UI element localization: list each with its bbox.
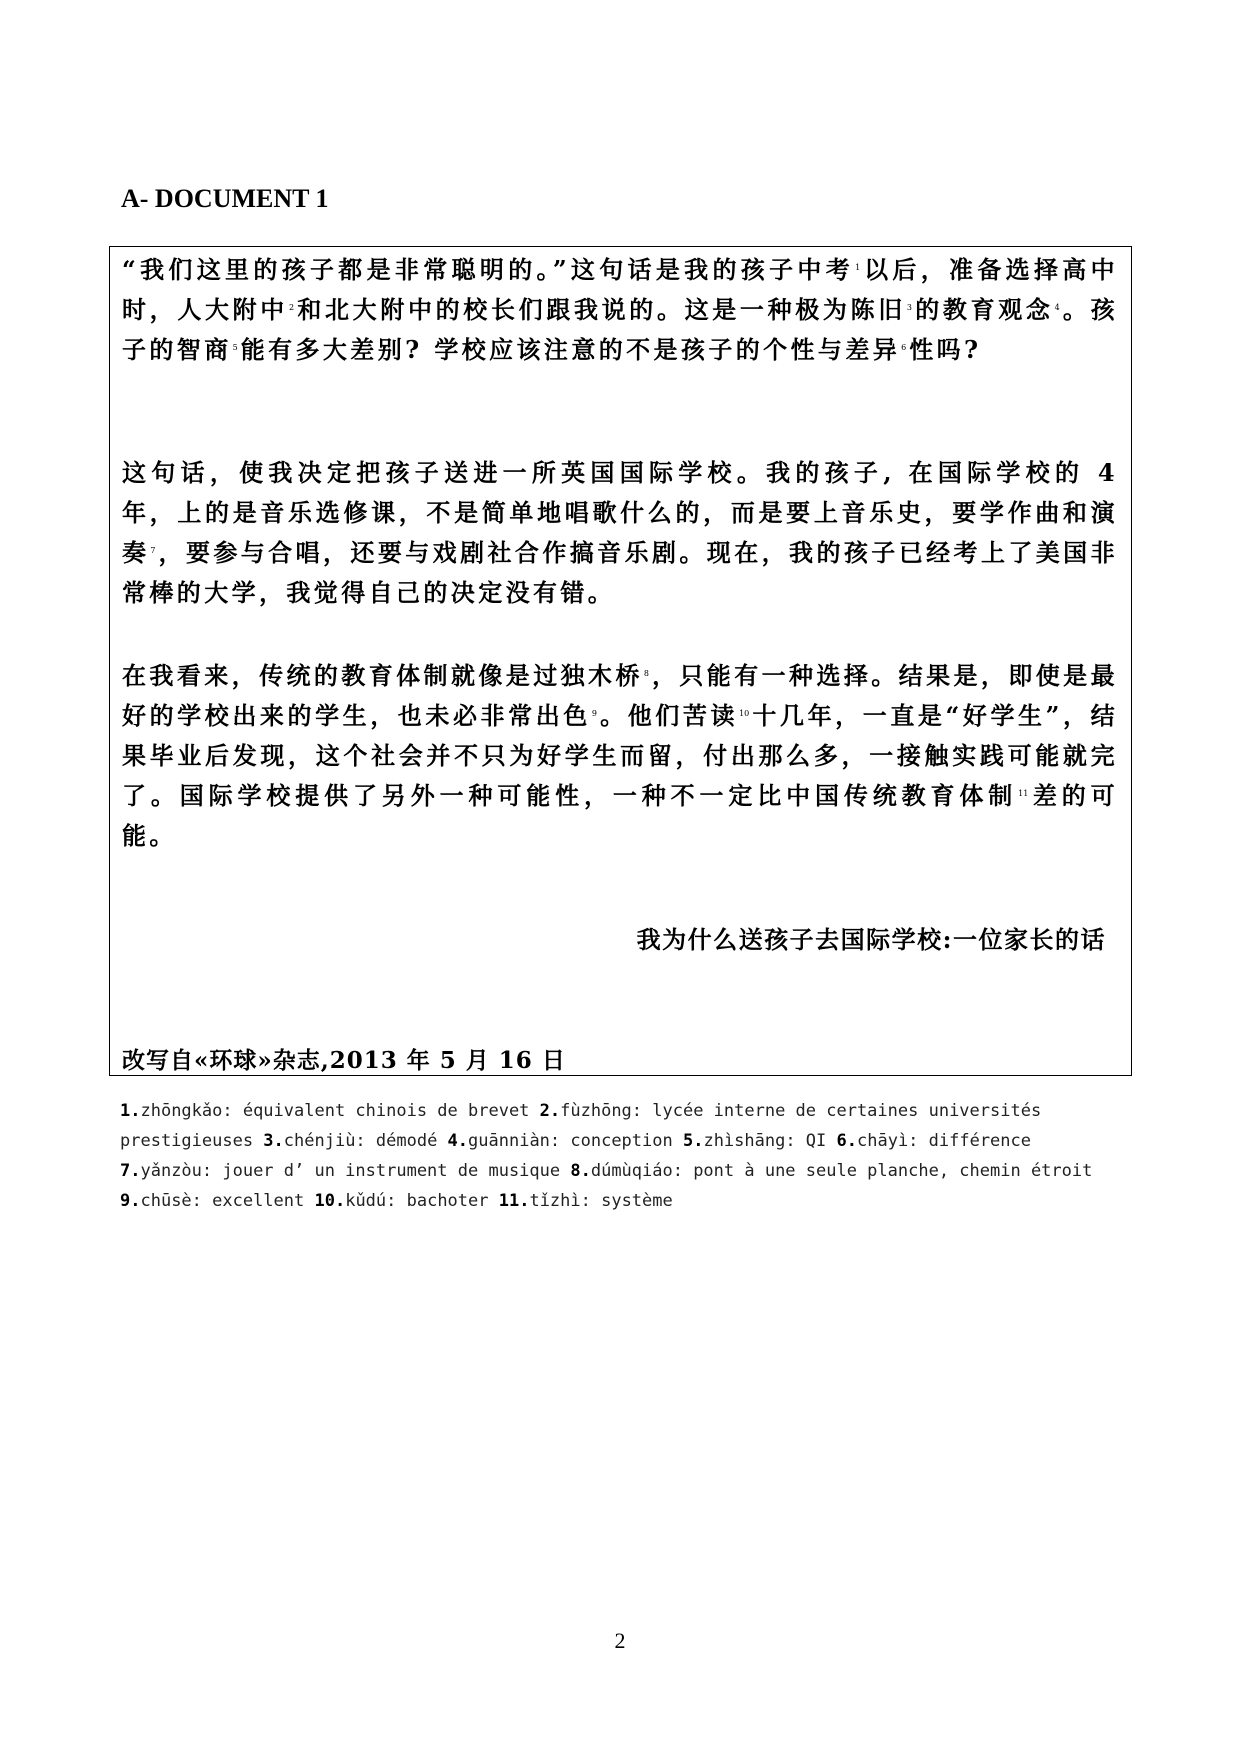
source-citation: 改写自«环球»杂志,2013 年 5 月 16 日	[122, 1047, 566, 1074]
paragraph-3	[122, 656, 1118, 856]
glossary-number: 9.	[120, 1191, 141, 1211]
glossary-number: 3.	[263, 1131, 284, 1151]
glossary-number: 7.	[120, 1161, 141, 1181]
glossary-number: 5.	[682, 1131, 704, 1151]
paragraph-text: 十几年，一直是“好学生”，结果毕业后发现，这个社会并不只为好学生而留，付出那么多，一接触实践可能就完了。国际学校提供了另外一种可能性，一种不一定比中国传统教育体制	[122, 701, 1118, 810]
glossary-definition: kǔdú: bachoter	[345, 1191, 499, 1211]
glossary-entry	[683, 1131, 837, 1151]
footnote-marker: 11	[1018, 789, 1029, 798]
footnote-marker: 10	[739, 709, 750, 718]
glossary-entry	[263, 1131, 447, 1151]
glossary-definition: tǐzhì: système	[529, 1191, 673, 1211]
glossary-entry	[120, 1161, 570, 1181]
paragraph-text: 和北大附中的校长们跟我说的。这是一种极为陈旧	[297, 295, 906, 324]
document-heading: A- DOCUMENT 1	[121, 184, 329, 213]
vocabulary-glossary	[120, 1096, 1130, 1216]
glossary-definition: chūsè: excellent	[140, 1191, 315, 1211]
paragraph-text: 的教育观念	[915, 295, 1054, 324]
glossary-entry	[570, 1161, 1102, 1181]
footnote-marker: 9	[591, 709, 597, 718]
paragraph-text: 。他们苦读	[599, 701, 739, 730]
paragraph-text: ，只能有一种选择。结果是，即使是最好的学校出来的学生，也未必非常出色	[122, 661, 1118, 730]
footnote-marker: 1	[855, 263, 861, 272]
glossary-number: 10.	[314, 1191, 346, 1211]
page-number: 2	[614, 1628, 626, 1653]
footnote-marker: 5	[232, 343, 238, 352]
glossary-entry	[120, 1101, 540, 1121]
glossary-number: 11.	[498, 1191, 530, 1211]
glossary-entry	[314, 1191, 498, 1211]
glossary-definition: zhōngkǎo: équivalent chinois de brevet	[140, 1101, 540, 1121]
footnote-marker: 6	[901, 343, 907, 352]
glossary-number: 8.	[570, 1161, 591, 1181]
footnote-marker: 7	[150, 546, 156, 555]
paragraph-text: 以后，准备选择高中时，人大附中	[122, 255, 1118, 324]
footnote-marker: 3	[906, 303, 912, 312]
glossary-definition: chāyì: différence	[857, 1131, 1042, 1151]
footnote-marker: 2	[288, 303, 295, 312]
paragraph-1	[122, 250, 1118, 370]
glossary-number: 4.	[447, 1131, 469, 1151]
glossary-definition: fùzhōng: lycée interne de certaines universités prestigieuses	[120, 1101, 1052, 1151]
paragraph-text: 性吗?	[909, 335, 982, 364]
paragraph-text: 能有多大差别? 学校应该注意的不是孩子的个性与差异	[240, 335, 901, 364]
paragraph-text: 。孩子的智商	[122, 295, 1118, 364]
glossary-number: 1.	[120, 1101, 141, 1121]
glossary-definition: zhìshāng: QI	[703, 1131, 837, 1151]
article-attribution: 我为什么送孩子去国际学校:一位家长的话	[636, 925, 1106, 954]
paragraph-text: 差的可能。	[122, 781, 1118, 850]
footnote-marker: 8	[643, 669, 649, 678]
paragraph-text: 在我看来，传统的教育体制就像是过独木桥	[122, 661, 643, 690]
glossary-number: 2.	[539, 1101, 561, 1121]
paragraph-text: 这句话，使我决定把孩子送进一所英国国际学校。我的孩子, 在国际学校的 4 年，上的是音乐选修课，不是简单地唱歌什么的，而是要上音乐史，要学作曲和演奏	[122, 458, 1118, 567]
glossary-definition: yǎnzòu: jouer d’ un instrument de musique	[140, 1161, 571, 1181]
glossary-definition: dúmùqiáo: pont à une seule planche, chemin étroit	[590, 1161, 1103, 1181]
paragraph-text: ，要参与合唱，还要与戏剧社合作搞音乐剧。现在，我的孩子已经考上了美国非常棒的大学，我觉得自己的决定没有错。	[122, 538, 1118, 607]
glossary-definition: chénjiù: démodé	[283, 1131, 448, 1151]
glossary-entry	[499, 1191, 673, 1211]
glossary-definition: guānniàn: conception	[468, 1131, 683, 1151]
glossary-entry	[448, 1131, 683, 1151]
footnote-marker: 4	[1054, 303, 1060, 312]
glossary-entry	[120, 1191, 314, 1211]
glossary-number: 6.	[836, 1131, 857, 1151]
glossary-entry	[837, 1131, 1042, 1151]
paragraph-text: “我们这里的孩子都是非常聪明的。”这句话是我的孩子中考	[122, 255, 855, 284]
paragraph-2	[122, 453, 1118, 613]
